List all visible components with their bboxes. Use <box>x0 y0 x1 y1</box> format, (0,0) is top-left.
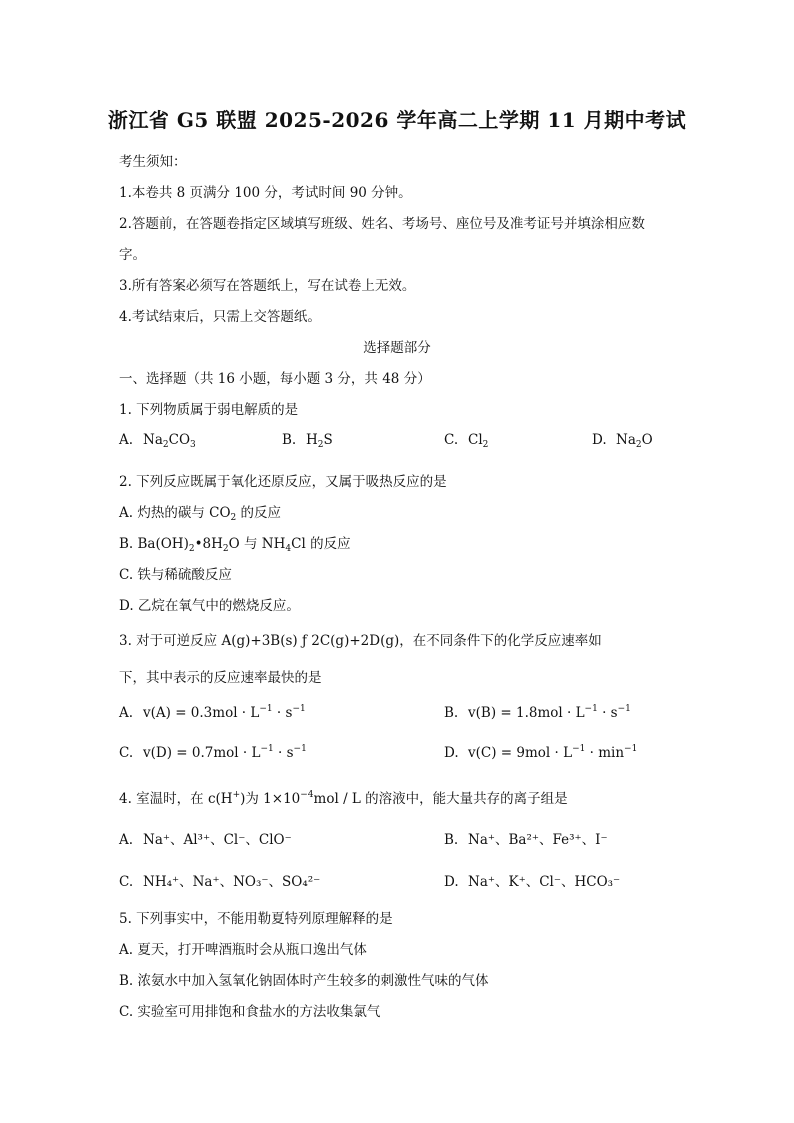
q4-option-d: D. Na⁺、K⁺、Cl⁻、HCO₃⁻ <box>444 874 621 890</box>
q3-option-b: B. $v(B) = 1.8mol \cdot L^{-1} \cdot s^{-1}$ <box>444 704 631 721</box>
q3-stem-line2: 下，其中表示的反应速率最快的是 <box>119 670 322 686</box>
q1-option-b: B. $H_2S$ <box>282 432 333 450</box>
q2-stem: 2. 下列反应既属于氧化还原反应，又属于吸热反应的是 <box>119 474 447 490</box>
q1-stem: 1. 下列物质属于弱电解质的是 <box>119 402 299 418</box>
q2-option-a: A. 灼热的碳与 $CO_2$ 的反应 <box>119 505 282 523</box>
q4-option-a: A. Na⁺、Al³⁺、Cl⁻、ClO⁻ <box>119 832 292 848</box>
q3-stem-line1: 3. 对于可逆反应 A(g)+3B(s) ƒ 2C(g)+2D(g)，在不同条件下的化学反应速率如 <box>119 633 602 649</box>
q1-option-d-label: D. <box>592 432 607 448</box>
q3-option-a: A. $v(A) = 0.3mol \cdot L^{-1} \cdot s^{-1}$ <box>119 704 306 721</box>
q4-option-b: B. Na⁺、Ba²⁺、Fe³⁺、I⁻ <box>444 832 608 848</box>
notice-heading: 考生须知： <box>119 154 187 170</box>
exam-title: 浙江省 G5 联盟 2025-2026 学年高二上学期 11 月期中考试 <box>107 108 687 132</box>
q5-stem: 5. 下列事实中，不能用勒夏特列原理解释的是 <box>119 911 393 927</box>
section-heading: 一、选择题（共 16 小题，每小题 3 分，共 48 分） <box>119 371 431 387</box>
q1-option-a: A. $Na_2CO_3$ <box>119 432 196 450</box>
q3-option-c: C. $v(D) = 0.7mol \cdot L^{-1} \cdot s^{-1}$ <box>119 744 307 761</box>
q3-option-d: D. $v(C) = 9mol \cdot L^{-1} \cdot \min^{-1}$ <box>444 744 638 761</box>
q1-option-b-label: B. <box>282 432 297 448</box>
q4-option-c: C. NH₄⁺、Na⁺、NO₃⁻、SO₄²⁻ <box>119 874 321 890</box>
q5-option-b: B. 浓氨水中加入氢氧化钠固体时产生较多的刺激性气味的气体 <box>119 973 489 989</box>
notice-item-1: 1.本卷共 8 页满分 100 分，考试时间 90 分钟。 <box>119 185 412 201</box>
q1-option-c-label: C. <box>444 432 459 448</box>
q1-option-d: D. $Na_2O$ <box>592 432 653 450</box>
q2-option-c: C. 铁与稀硫酸反应 <box>119 567 232 583</box>
q5-option-c: C. 实验室可用排饱和食盐水的方法收集氯气 <box>119 1004 381 1020</box>
q5-option-a: A. 夏天，打开啤酒瓶时会从瓶口逸出气体 <box>119 942 367 958</box>
q2-option-b: B. $Ba(OH)_2•8H_2O$ 与 $NH_4Cl$ 的反应 <box>119 536 351 554</box>
notice-item-3: 3.所有答案必须写在答题纸上，写在试卷上无效。 <box>119 278 416 294</box>
notice-item-4: 4.考试结束后，只需上交答题纸。 <box>119 309 321 325</box>
q1-option-c: C. $Cl_2$ <box>444 432 489 450</box>
notice-item-2: 2.答题前，在答题卷指定区域填写班级、姓名、考场号、座位号及准考证号并填涂相应数 <box>119 216 645 232</box>
notice-item-2-cont: 字。 <box>119 247 146 263</box>
q4-stem: 4. 室温时，在 c(H+)为 $1\times 10^{-4}mol / L$ 的溶液中，能大量共存的离子组是 <box>119 790 568 807</box>
q1-option-a-label: A. <box>119 432 134 448</box>
q2-option-d: D. 乙烷在氧气中的燃烧反应。 <box>119 598 300 614</box>
part-title: 选择题部分 <box>363 340 431 356</box>
